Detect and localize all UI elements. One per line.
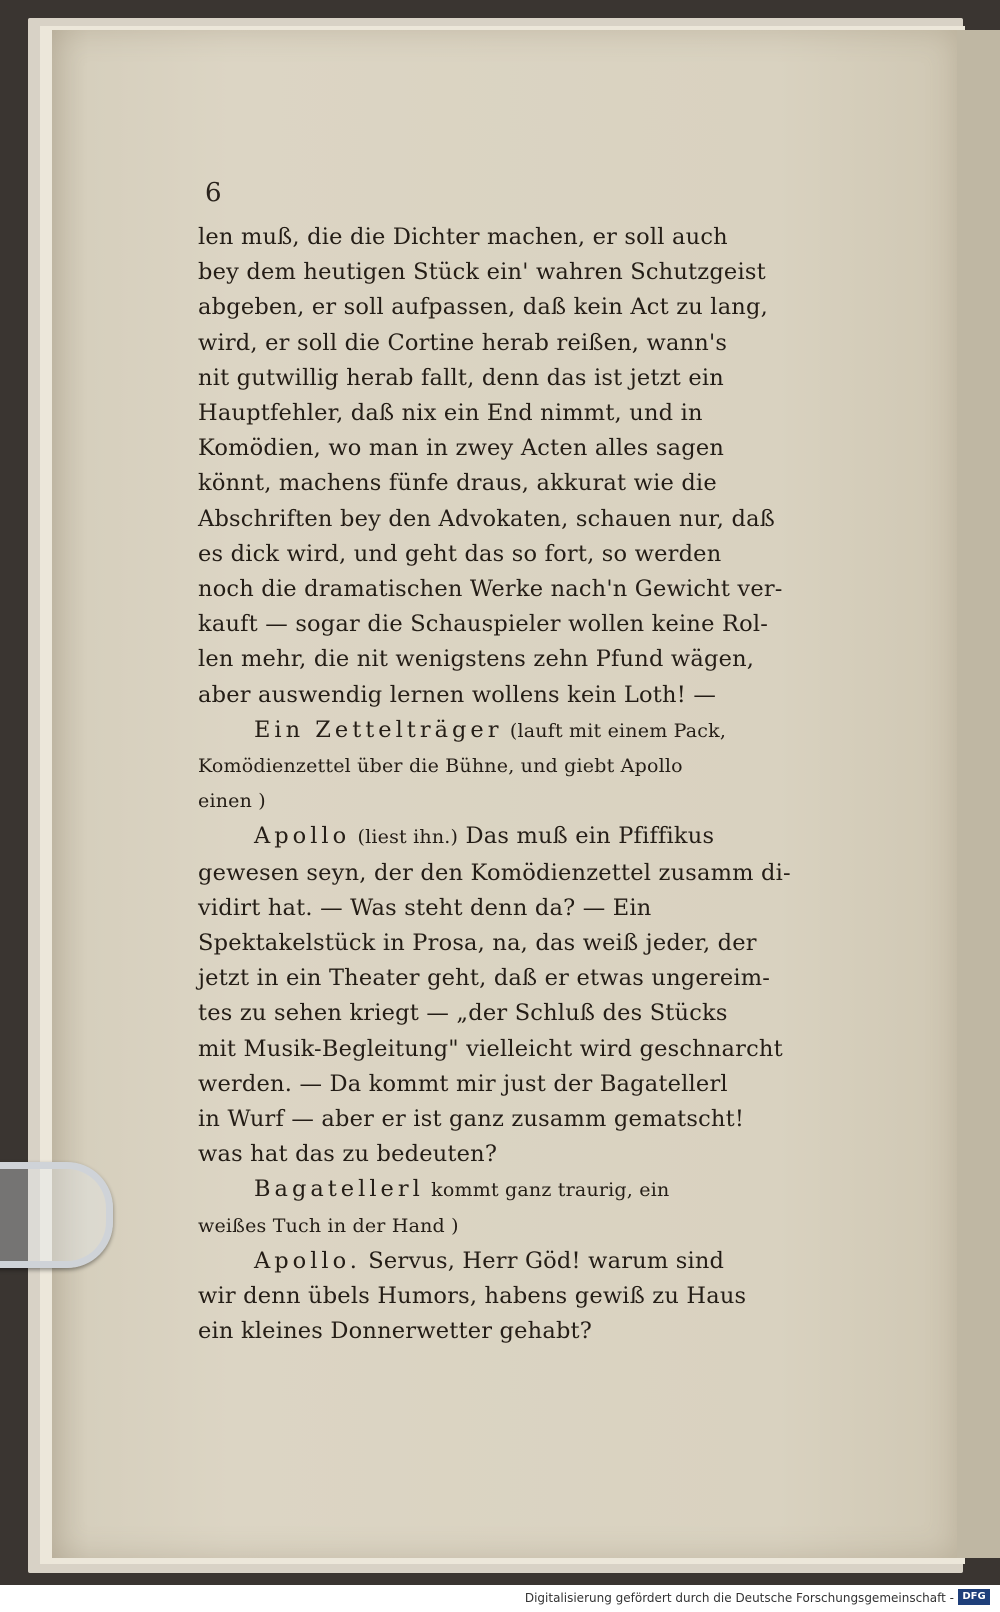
text-line: Abschriften bey den Advokaten, schauen nur, daß <box>198 505 775 532</box>
page-text <box>198 220 818 1350</box>
text-line: bey dem heutigen Stück ein' wahren Schutzgeist <box>198 259 766 286</box>
text-line: Hauptfehler, daß nix ein End nimmt, und in <box>198 400 703 427</box>
text-line: len mehr, die nit wenigstens zehn Pfund wägen, <box>198 646 755 673</box>
page-number: 6 <box>205 178 222 208</box>
funding-notice: Digitalisierung gefördert durch die Deutsche Forschungsgemeinschaft - <box>524 1591 954 1605</box>
dialogue-text: gewesen seyn, der den Komödienzettel zusamm di- <box>198 859 791 886</box>
text-line: kauft — sogar die Schauspieler wollen keine Rol- <box>198 611 769 638</box>
dialogue-text: werden. — Da kommt mir just der Bagatellerl <box>198 1070 728 1097</box>
text-line: len muß, die die Dichter machen, er soll auch <box>198 224 728 250</box>
facing-page-edge <box>955 30 1000 1558</box>
dialogue-apollo <box>198 1244 818 1279</box>
stage-direction-text: (lauft mit einem Pack, <box>509 719 727 742</box>
dialogue-text: in Wurf — aber er ist ganz zusamm gematscht! <box>198 1106 745 1133</box>
stage-direction-text: einen ) <box>198 790 266 813</box>
dialogue-text: Spektakelstück in Prosa, na, das weiß jeder, der <box>198 930 757 957</box>
dialogue-text: jetzt in ein Theater geht, daß er etwas ungereim- <box>198 965 771 992</box>
text-line: abgeben, er soll aufpassen, daß kein Act zu lang, <box>198 294 768 321</box>
stage-direction-text: (liest ihn.) <box>357 826 459 849</box>
dialogue-text: was hat das zu bedeuten? <box>198 1141 498 1168</box>
stage-direction-text: weißes Tuch in der Hand ) <box>198 1214 459 1237</box>
text-line: Komödien, wo man in zwey Acten alles sagen <box>198 435 725 462</box>
dialogue-text: mit Musik-Begleitung" vielleicht wird geschnarcht <box>198 1035 783 1062</box>
speaker-name: Apollo <box>254 823 351 850</box>
dialogue-text: wir denn übels Humors, habens gewiß zu Haus <box>198 1283 747 1310</box>
stage-direction-zetteltraeger <box>198 713 818 749</box>
dialogue-apollo <box>198 819 818 855</box>
text-line: es dick wird, und geht das so fort, so werden <box>198 540 722 567</box>
stage-direction-text: Komödienzettel über die Bühne, und giebt Apollo <box>198 755 683 778</box>
dfg-logo-icon: DFG <box>958 1589 990 1605</box>
dialogue-text: Servus, Herr Göd! warum sind <box>368 1247 725 1274</box>
dialogue-text: vidirt hat. — Was steht denn da? — Ein <box>198 894 652 921</box>
speaker-name: Apollo. <box>254 1247 361 1274</box>
dialogue-text: ein kleines Donnerwetter gehabt? <box>198 1318 593 1345</box>
stage-direction-bagatellerl <box>198 1172 818 1208</box>
footer-bar <box>0 1585 1000 1612</box>
text-line: nit gutwillig herab fallt, denn das ist jetzt ein <box>198 364 724 391</box>
dialogue-text: Das muß ein Pfiffikus <box>465 823 715 850</box>
stage-direction-text: kommt ganz traurig, ein <box>431 1179 670 1202</box>
speaker-name: Bagatellerl <box>254 1176 424 1203</box>
text-line: wird, er soll die Cortine herab reißen, wann's <box>198 329 728 356</box>
speaker-name: Ein Zettelträger <box>254 716 503 743</box>
text-line: aber auswendig lernen wollens kein Loth! — <box>198 681 717 708</box>
text-line: noch die dramatischen Werke nach'n Gewicht ver- <box>198 576 783 603</box>
page-clip <box>0 1162 113 1268</box>
text-line: könnt, machens fünfe draus, akkurat wie die <box>198 470 717 497</box>
dialogue-text: tes zu sehen kriegt — „der Schluß des Stücks <box>198 1000 728 1027</box>
